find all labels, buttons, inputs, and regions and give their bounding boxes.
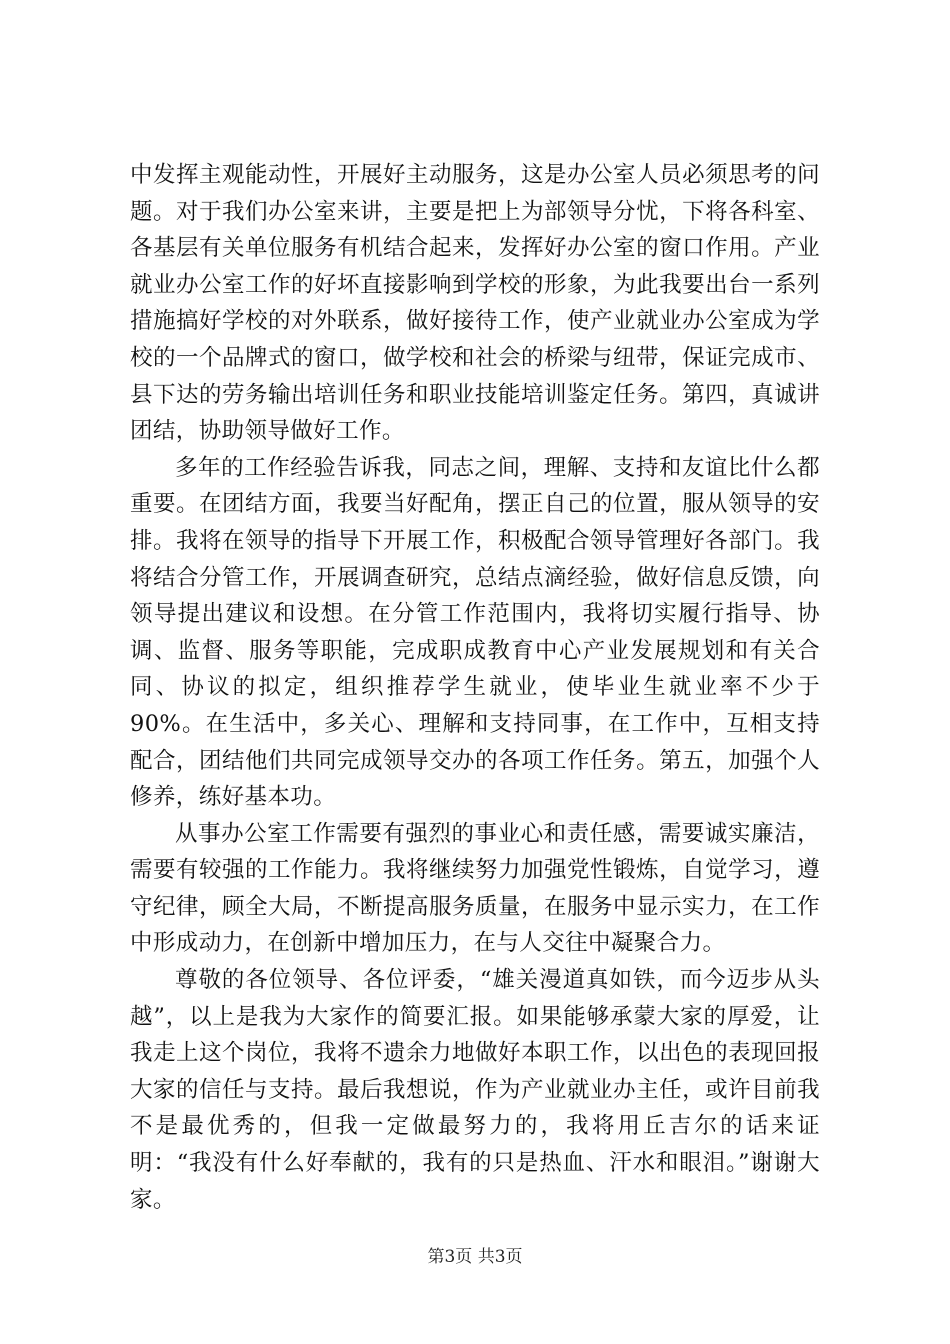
paragraph-closing: 尊敬的各位领导、各位评委，“雄关漫道真如铁，而今迈步从头越”，以上是我为大家作的简要汇报。如果能够承蒙大家的厚爱，让我走上这个岗位，我将不遗余力地做好本职工作，以出色的表现回报大家的信任与支持。最后我想说，作为产业就业办主任，或许目前我不是最优秀的，但我一定做最努力的，我将用丘吉尔的话来证明：“我没有什么好奉献的，我有的只是热血、汗水和眼泪。”谢谢大家。 [130,967,820,1213]
page-number-footer: 第3页 共3页 [427,1247,523,1267]
paragraph-teamwork: 多年的工作经验告诉我，同志之间，理解、支持和友谊比什么都重要。在团结方面，我要当好配角，摆正自己的位置，服从领导的安排。我将在领导的指导下开展工作，积极配合领导管理好各部门。我将结合分管工作，开展调查研究，总结点滴经验，做好信息反馈，向领导提出建议和设想。在分管工作范围内，我将切实履行指导、协调、监督、服务等职能，完成职成教育中心产业发展规划和有关合同、协议的拟定，组织推荐学生就业，使毕业生就业率不少于90%。在生活中，多关心、理解和支持同事，在工作中，互相支持配合，团结他们共同完成领导交办的各项工作任务。第五，加强个人修养，练好基本功。 [130,454,820,811]
paragraph-continuation: 中发挥主观能动性，开展好主动服务，这是办公室人员必须思考的问题。对于我们办公室来讲，主要是把上为部领导分忧，下将各科室、各基层有关单位服务有机结合起来，发挥好办公室的窗口作用。产业就业办公室工作的好坏直接影响到学校的形象，为此我要出台一系列措施搞好学校的对外联系，做好接待工作，使产业就业办公室成为学校的一个品牌式的窗口，做学校和社会的桥梁与纽带，保证完成市、县下达的劳务输出培训任务和职业技能培训鉴定任务。第四，真诚讲团结，协助领导做好工作。 [130,162,820,445]
document-body [130,157,820,1218]
paragraph-self-cultivation: 从事办公室工作需要有强烈的事业心和责任感，需要诚实廉洁，需要有较强的工作能力。我将继续努力加强党性锻炼，自觉学习，遵守纪律，顾全大局，不断提高服务质量，在服务中显示实力，在工作中形成动力，在创新中增加压力，在与人交往中凝聚合力。 [130,820,820,957]
